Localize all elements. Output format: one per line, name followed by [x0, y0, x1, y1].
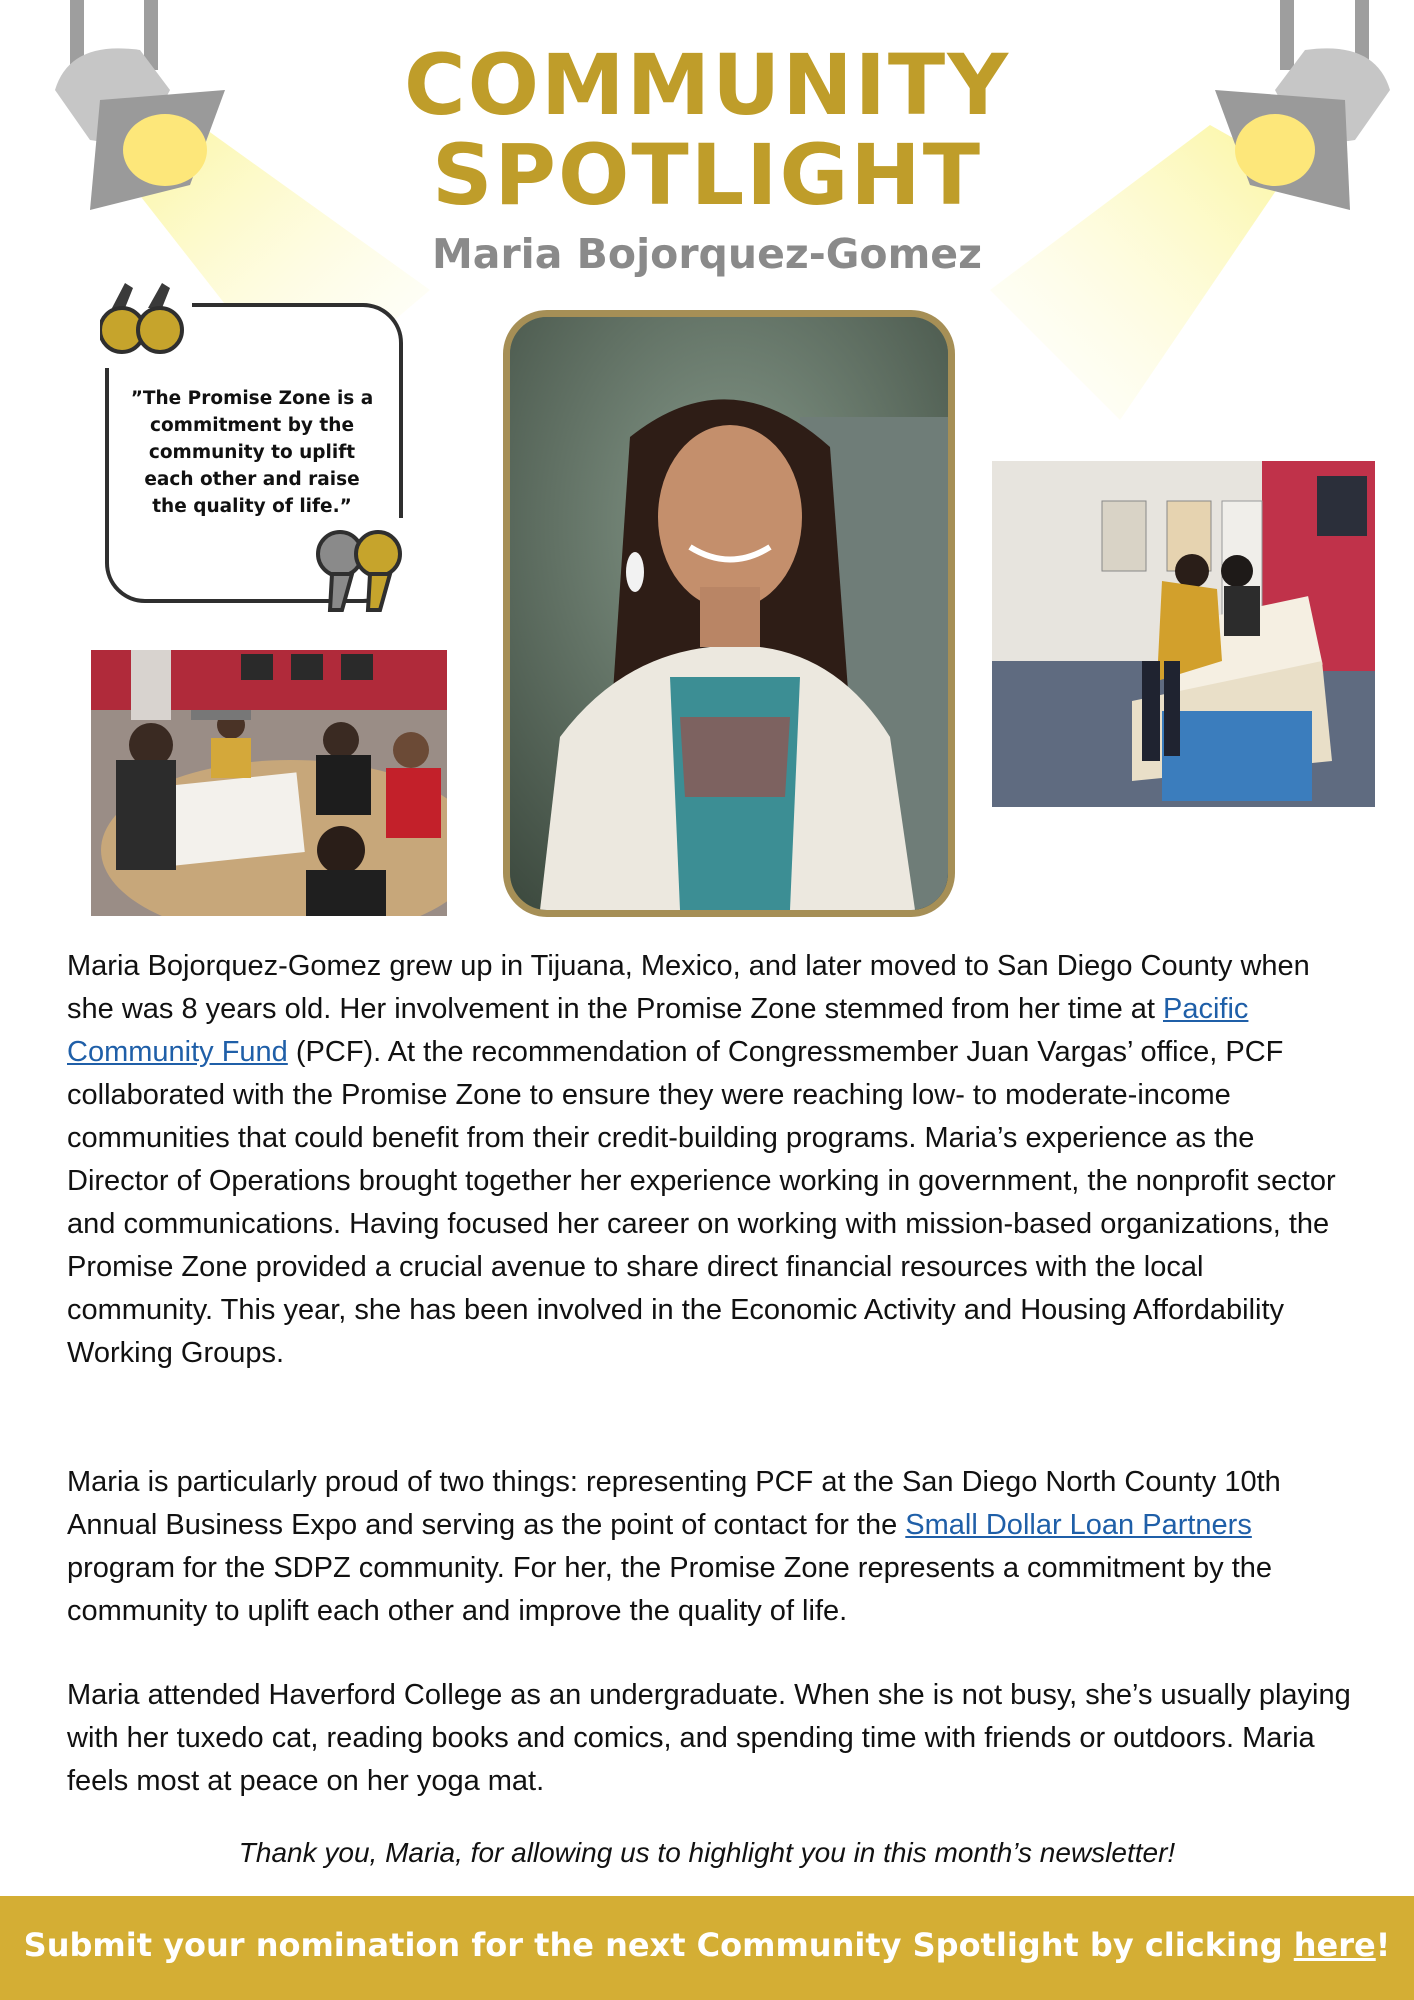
nomination-here-link[interactable]: here: [1293, 1926, 1376, 1964]
photo-mapping-activity: [992, 461, 1375, 807]
paragraph-2-text-b: program for the SDPZ community. For her, the Promise Zone represents a commitment by the community to uplift each other and improve the quality of life.: [67, 1552, 1273, 1627]
paragraph-2: [67, 1461, 1357, 1633]
quote-text: ”The Promise Zone is a commitment by the community to uplift each other and raise the quality of life.”: [130, 388, 374, 517]
paragraph-1-text-a: Maria Bojorquez-Gomez grew up in Tijuana, Mexico, and later moved to San Diego County when she was 8 years old. Her involvement in the Promise Zone stemmed from her time at: [67, 950, 1310, 1025]
footer-text-before: Submit your nomination for the next Community Spotlight by clicking: [23, 1926, 1294, 1964]
paragraph-3: Maria attended Haverford College as an undergraduate. When she is not busy, she’s usually playing with her tuxedo cat, reading books and comics, and spending time with friends or outdoors. Maria feels most at peace on her yoga mat.: [67, 1679, 1351, 1797]
paragraph-1-text-b: (PCF). At the recommendation of Congressmember Juan Vargas’ office, PCF collaborated with the Promise Zone to ensure they were reaching low- to moderate-income communities that could benefit from their credit-building programs. Maria’s experience as the Director of Operations brought together her experience working in government, the nonprofit sector and communications. Having focused her career on working with mission-based organizations, the Promise Zone provided a crucial avenue to share direct financial resources with the local community. This year, she has been involved in the Economic Activity and Housing Affordability Working Groups.: [67, 1036, 1336, 1369]
photo-group-meeting: [91, 650, 447, 916]
footer-banner: [0, 1896, 1414, 2000]
title-line-2: SPOTLIGHT: [431, 126, 983, 224]
portrait-photo: [503, 310, 955, 917]
paragraph-1: [67, 945, 1357, 1375]
thank-you-note: Thank you, Maria, for allowing us to highlight you in this month’s newsletter!: [238, 1837, 1176, 1868]
paragraph-2-text-a: Maria is particularly proud of two things: representing PCF at the San Diego North County 10th Annual Business Expo and serving as the point of contact for the: [67, 1466, 1281, 1541]
page-title: [0, 36, 1414, 224]
page-subtitle: Maria Bojorquez-Gomez: [432, 230, 982, 278]
title-line-1: COMMUNITY: [403, 36, 1011, 134]
small-dollar-loan-partners-link[interactable]: Small Dollar Loan Partners: [905, 1509, 1252, 1541]
footer-text: [0, 1926, 1414, 1964]
close-quote-icon: [312, 518, 404, 622]
footer-text-after: !: [1375, 1926, 1391, 1964]
open-quote-icon: [100, 278, 192, 378]
pacific-community-fund-link[interactable]: Pacific Community Fund: [67, 993, 1249, 1068]
